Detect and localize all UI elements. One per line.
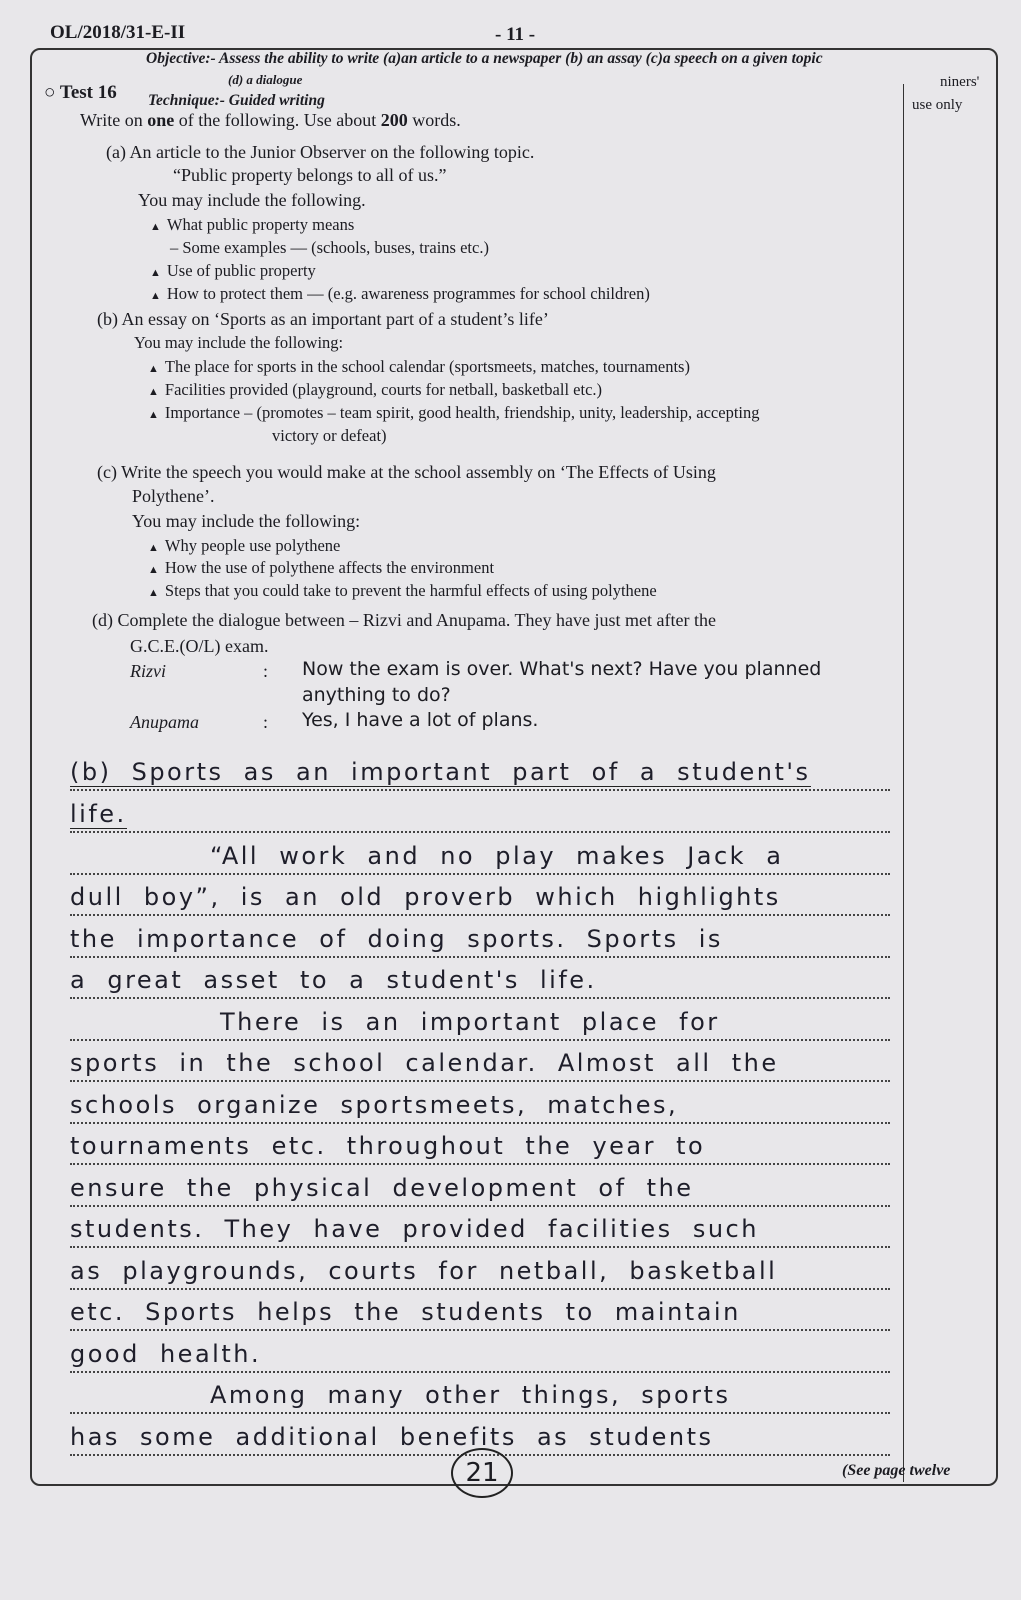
answer-line xyxy=(70,1378,890,1414)
answer-line xyxy=(70,1046,890,1082)
answer-line xyxy=(70,1212,890,1248)
objective: Objective:- Assess the ability to write (a)an article to a newspaper (b) an assay (c)a speech on a given topic xyxy=(146,50,823,67)
question-a-include: You may include the following. xyxy=(138,190,366,210)
examiner-column-divider xyxy=(903,84,904,1482)
examiner-label-2: use only xyxy=(912,97,963,113)
footer-note: (See page twelve xyxy=(842,1462,951,1479)
examiner-label-1: niners' xyxy=(940,74,980,90)
dialogue-line: Yes, I have a lot of plans. xyxy=(302,709,539,731)
answer-line-text: There is an important place for xyxy=(220,1008,720,1036)
answer-line-text: life. xyxy=(70,800,127,828)
technique: Technique:- Guided writing xyxy=(148,92,325,109)
answer-line xyxy=(70,797,890,833)
question-d-title: (d) Complete the dialogue between – Rizvi and Anupama. They have just met after the xyxy=(92,610,716,630)
triangle-bullet-icon: ▲ xyxy=(150,221,161,233)
answer-line-text: etc. Sports helps the students to maintain xyxy=(70,1298,741,1326)
question-a-point: ▲ How to protect them — (e.g. awareness programmes for school children) xyxy=(150,284,650,303)
question-d-title-cont: G.C.E.(O/L) exam. xyxy=(130,636,269,656)
answer-line-text: “All work and no play makes Jack a xyxy=(210,842,784,870)
instruction: Write on one of the following. Use about 200 words. xyxy=(80,110,461,130)
page-number: - 11 - xyxy=(495,24,536,45)
objective-continued: (d) a dialogue xyxy=(228,72,303,87)
answer-line-text: a great asset to a student's life. xyxy=(70,966,597,994)
triangle-bullet-icon: ▲ xyxy=(148,564,159,576)
triangle-bullet-icon: ▲ xyxy=(148,587,159,599)
question-c-include: You may include the following: xyxy=(132,511,361,531)
answer-line-text: ensure the physical development of the xyxy=(70,1174,694,1202)
question-a-point: ▲ Use of public property xyxy=(150,261,316,280)
question-a-point: ▲ What public property means xyxy=(150,215,355,234)
test-heading xyxy=(44,82,117,104)
triangle-bullet-icon: ▲ xyxy=(150,267,161,279)
answer-line xyxy=(70,1337,890,1373)
question-a-title: (a) An article to the Junior Observer on the following topic. xyxy=(106,142,535,162)
answer-line xyxy=(70,1295,890,1331)
answer-line xyxy=(70,922,890,958)
question-c-point: ▲ Why people use polythene xyxy=(148,536,341,555)
circle-icon: ○ xyxy=(44,82,56,103)
answer-line-text: Among many other things, sports xyxy=(210,1381,731,1409)
question-b-point-cont: victory or defeat) xyxy=(272,426,387,445)
triangle-bullet-icon: ▲ xyxy=(150,290,161,302)
question-a-quote: “Public property belongs to all of us.” xyxy=(173,165,447,185)
answer-line-text: dull boy”, is an old proverb which highlights xyxy=(70,883,781,911)
answer-line-text: has some additional benefits as students xyxy=(70,1423,714,1451)
triangle-bullet-icon: ▲ xyxy=(148,409,159,421)
answer-line xyxy=(70,1129,890,1165)
answer-line xyxy=(70,755,890,791)
question-b-point: ▲ Importance – (promotes – team spirit, good health, friendship, unity, leadership, accepting xyxy=(148,403,760,422)
question-b-include: You may include the following: xyxy=(134,333,344,352)
answer-line xyxy=(70,1088,890,1124)
triangle-bullet-icon: ▲ xyxy=(148,542,159,554)
question-b-point: ▲ Facilities provided (playground, courts for netball, basketball etc.) xyxy=(148,380,603,399)
question-c-title: (c) Write the speech you would make at the school assembly on ‘The Effects of Using xyxy=(97,462,716,482)
answer-line-text: as playgrounds, courts for netball, basketball xyxy=(70,1257,778,1285)
answer-line-text: tournaments etc. throughout the year to xyxy=(70,1132,706,1160)
answer-line-text: good health. xyxy=(70,1340,262,1368)
answer-line-text: schools organize sportsmeets, matches, xyxy=(70,1091,679,1119)
answer-line xyxy=(70,1005,890,1041)
answer-line-text: (b) Sports as an important part of a student's xyxy=(70,758,811,786)
triangle-bullet-icon: ▲ xyxy=(148,363,159,375)
answer-line xyxy=(70,963,890,999)
test-label: Test 16 xyxy=(59,82,117,103)
answer-line xyxy=(70,880,890,916)
paper-code: OL/2018/31-E-II xyxy=(50,22,186,43)
question-c-title-cont: Polythene’. xyxy=(132,486,215,506)
question-c-point: ▲ Steps that you could take to prevent the harmful effects of using polythene xyxy=(148,581,657,600)
question-b-point: ▲ The place for sports in the school calendar (sportsmeets, matches, tournaments) xyxy=(148,357,690,376)
dialogue-colon: : xyxy=(263,712,269,732)
answer-line xyxy=(70,839,890,875)
question-a-point: – Some examples — (schools, buses, trains etc.) xyxy=(170,238,489,257)
answer-line xyxy=(70,1171,890,1207)
dialogue-speaker: Rizvi xyxy=(130,661,166,681)
dialogue-speaker: Anupama xyxy=(130,712,199,732)
answer-line-text: sports in the school calendar. Almost all the xyxy=(70,1049,779,1077)
triangle-bullet-icon: ▲ xyxy=(148,386,159,398)
dialogue-line-cont: anything to do? xyxy=(302,684,451,706)
answer-line xyxy=(70,1254,890,1290)
question-c-point: ▲ How the use of polythene affects the environment xyxy=(148,558,495,577)
page-mark-circled: 21 xyxy=(451,1448,513,1498)
answer-line-text: students. They have provided facilities such xyxy=(70,1215,759,1243)
answer-line-text: the importance of doing sports. Sports is xyxy=(70,925,723,953)
dialogue-line: Now the exam is over. What's next? Have you planned xyxy=(302,658,822,680)
dialogue-colon: : xyxy=(263,661,269,681)
question-b-title: (b) An essay on ‘Sports as an important part of a student’s life’ xyxy=(97,309,549,329)
